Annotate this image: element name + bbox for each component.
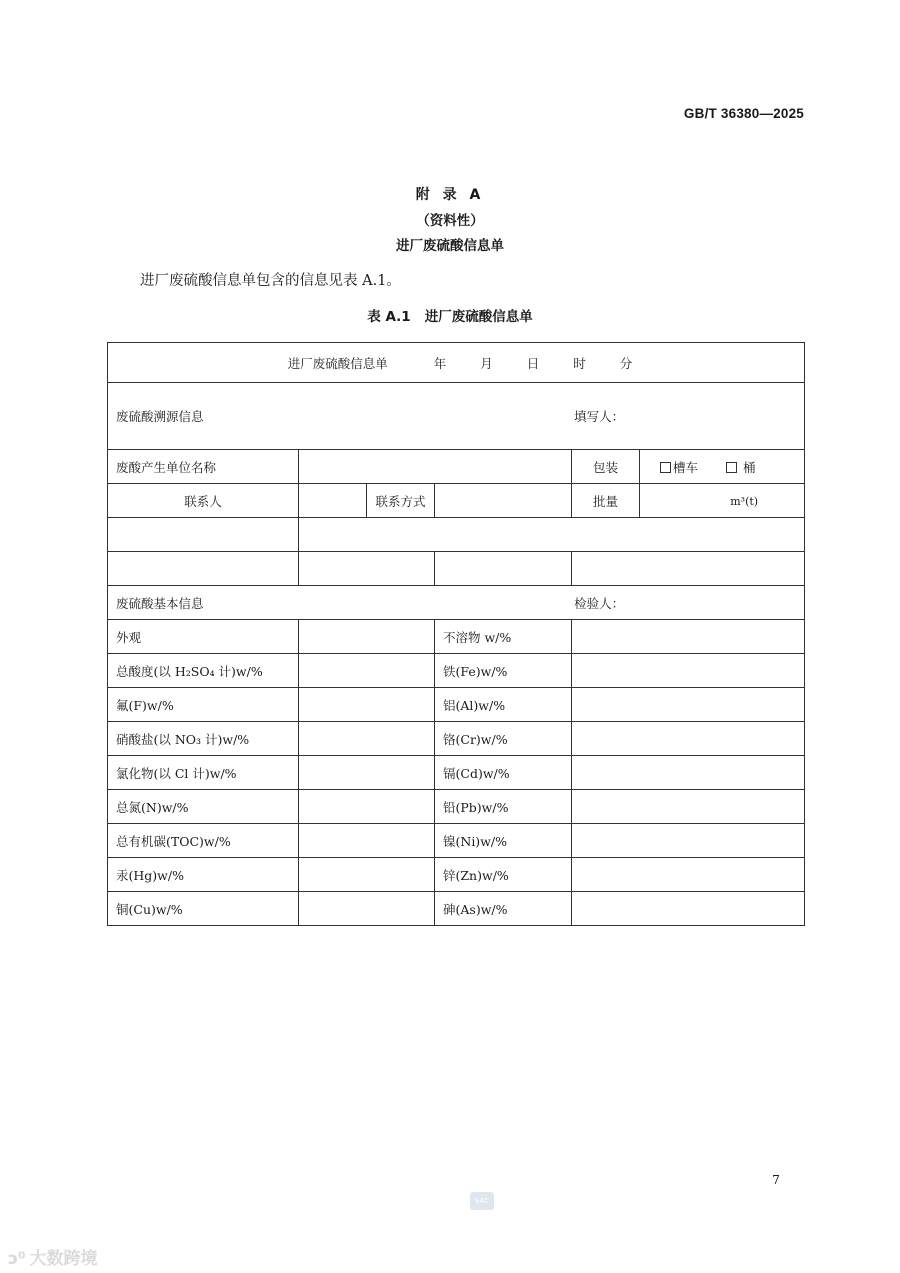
blank-cell[interactable] bbox=[299, 518, 805, 552]
blank-cell[interactable] bbox=[299, 552, 435, 586]
sac-logo: SAC bbox=[470, 1192, 494, 1210]
item-label-left: 汞(Hg)w/% bbox=[108, 858, 299, 892]
table-row bbox=[108, 722, 805, 756]
trace-section-row bbox=[108, 383, 805, 450]
item-label-right: 铁(Fe)w/% bbox=[435, 654, 572, 688]
table-row bbox=[108, 858, 805, 892]
basic-section-row bbox=[108, 586, 805, 620]
watermark-logo-icon: ↄ⁰ bbox=[8, 1249, 26, 1269]
standard-code: GB/T 36380—2025 bbox=[683, 106, 804, 121]
package-label: 包装 bbox=[572, 450, 640, 484]
item-value-right[interactable] bbox=[572, 722, 805, 756]
batch-label: 批量 bbox=[572, 484, 640, 518]
item-value-right[interactable] bbox=[572, 654, 805, 688]
trace-section-label: 废硫酸溯源信息 bbox=[116, 409, 204, 424]
table-row bbox=[108, 892, 805, 926]
filler-label: 填写人： bbox=[574, 409, 625, 424]
table-row bbox=[108, 620, 805, 654]
date-unit-hour: 时 bbox=[573, 355, 586, 371]
item-value-right[interactable] bbox=[572, 620, 805, 654]
checkbox-icon[interactable] bbox=[660, 462, 671, 473]
batch-unit: m³(t) bbox=[730, 495, 759, 508]
blank-row-2 bbox=[108, 552, 805, 586]
package-option-drum[interactable]: 桶 bbox=[726, 460, 756, 475]
contact-method-label: 联系方式 bbox=[367, 484, 435, 518]
blank-cell[interactable] bbox=[435, 552, 572, 586]
item-label-left: 氟(F)w/% bbox=[108, 688, 299, 722]
table-row bbox=[108, 824, 805, 858]
item-label-left: 硝酸盐(以 NO₃ 计)w/% bbox=[108, 722, 299, 756]
intro-paragraph: 进厂废硫酸信息单包含的信息见表 A.1。 bbox=[140, 273, 401, 289]
table-number: 表 A.1 bbox=[367, 309, 411, 325]
table-row bbox=[108, 756, 805, 790]
item-value-left[interactable] bbox=[299, 654, 435, 688]
trace-section-cell bbox=[108, 383, 805, 450]
info-form-table bbox=[107, 342, 805, 926]
package-options bbox=[640, 450, 805, 484]
item-value-right[interactable] bbox=[572, 824, 805, 858]
inspector-label: 检验人： bbox=[574, 595, 625, 611]
page-number: 7 bbox=[772, 1172, 780, 1187]
item-value-left[interactable] bbox=[299, 892, 435, 926]
table-row bbox=[108, 790, 805, 824]
table-row bbox=[108, 654, 805, 688]
contact-row bbox=[108, 484, 805, 518]
date-unit-month: 月 bbox=[480, 355, 493, 371]
unit-name-field[interactable] bbox=[299, 450, 572, 484]
form-header-row bbox=[108, 343, 805, 383]
item-value-left[interactable] bbox=[299, 722, 435, 756]
item-value-right[interactable] bbox=[572, 756, 805, 790]
contact-field[interactable] bbox=[299, 484, 367, 518]
watermark: ↄ⁰ 大数跨境 bbox=[8, 1249, 98, 1269]
item-label-left: 总有机碳(TOC)w/% bbox=[108, 824, 299, 858]
package-option-tanker[interactable]: 槽车 bbox=[660, 460, 698, 475]
blank-cell[interactable] bbox=[108, 518, 299, 552]
blank-row-1 bbox=[108, 518, 805, 552]
form-header-title: 进厂废硫酸信息单 bbox=[287, 355, 388, 371]
item-label-right: 铬(Cr)w/% bbox=[435, 722, 572, 756]
item-value-right[interactable] bbox=[572, 790, 805, 824]
date-unit-year: 年 bbox=[433, 355, 447, 371]
item-value-right[interactable] bbox=[572, 892, 805, 926]
item-label-right: 镉(Cd)w/% bbox=[435, 756, 572, 790]
item-value-left[interactable] bbox=[299, 824, 435, 858]
item-label-left: 氯化物(以 Cl 计)w/% bbox=[108, 756, 299, 790]
date-unit-day: 日 bbox=[526, 355, 540, 371]
item-value-right[interactable] bbox=[572, 688, 805, 722]
appendix-title: 附 录 A bbox=[415, 187, 485, 203]
batch-field[interactable] bbox=[640, 484, 805, 518]
form-header-cell bbox=[108, 343, 805, 383]
basic-section-cell bbox=[108, 586, 805, 620]
appendix-note: （资料性） bbox=[416, 213, 484, 229]
item-value-left[interactable] bbox=[299, 858, 435, 892]
unit-name-label: 废酸产生单位名称 bbox=[108, 450, 299, 484]
date-unit-minute: 分 bbox=[619, 355, 633, 371]
item-label-right: 铝(Al)w/% bbox=[435, 688, 572, 722]
item-value-left[interactable] bbox=[299, 790, 435, 824]
checkbox-icon[interactable] bbox=[726, 462, 737, 473]
table-title: 进厂废硫酸信息单 bbox=[424, 309, 533, 325]
appendix-name: 进厂废硫酸信息单 bbox=[396, 238, 504, 254]
item-label-right: 镍(Ni)w/% bbox=[435, 824, 572, 858]
item-label-left: 铜(Cu)w/% bbox=[108, 892, 299, 926]
item-label-right: 不溶物 w/% bbox=[435, 620, 572, 654]
item-label-right: 砷(As)w/% bbox=[435, 892, 572, 926]
basic-section-label: 废硫酸基本信息 bbox=[116, 595, 204, 611]
item-label-left: 总氮(N)w/% bbox=[108, 790, 299, 824]
item-label-left: 外观 bbox=[108, 620, 299, 654]
item-label-left: 总酸度(以 H₂SO₄ 计)w/% bbox=[108, 654, 299, 688]
item-value-left[interactable] bbox=[299, 688, 435, 722]
item-value-left[interactable] bbox=[299, 620, 435, 654]
blank-cell[interactable] bbox=[108, 552, 299, 586]
item-label-right: 锌(Zn)w/% bbox=[435, 858, 572, 892]
item-label-right: 铅(Pb)w/% bbox=[435, 790, 572, 824]
blank-cell[interactable] bbox=[572, 552, 805, 586]
table-row bbox=[108, 688, 805, 722]
item-value-left[interactable] bbox=[299, 756, 435, 790]
table-caption bbox=[0, 305, 900, 325]
contact-method-field[interactable] bbox=[435, 484, 572, 518]
unit-name-row bbox=[108, 450, 805, 484]
contact-label: 联系人 bbox=[108, 484, 299, 518]
item-value-right[interactable] bbox=[572, 858, 805, 892]
